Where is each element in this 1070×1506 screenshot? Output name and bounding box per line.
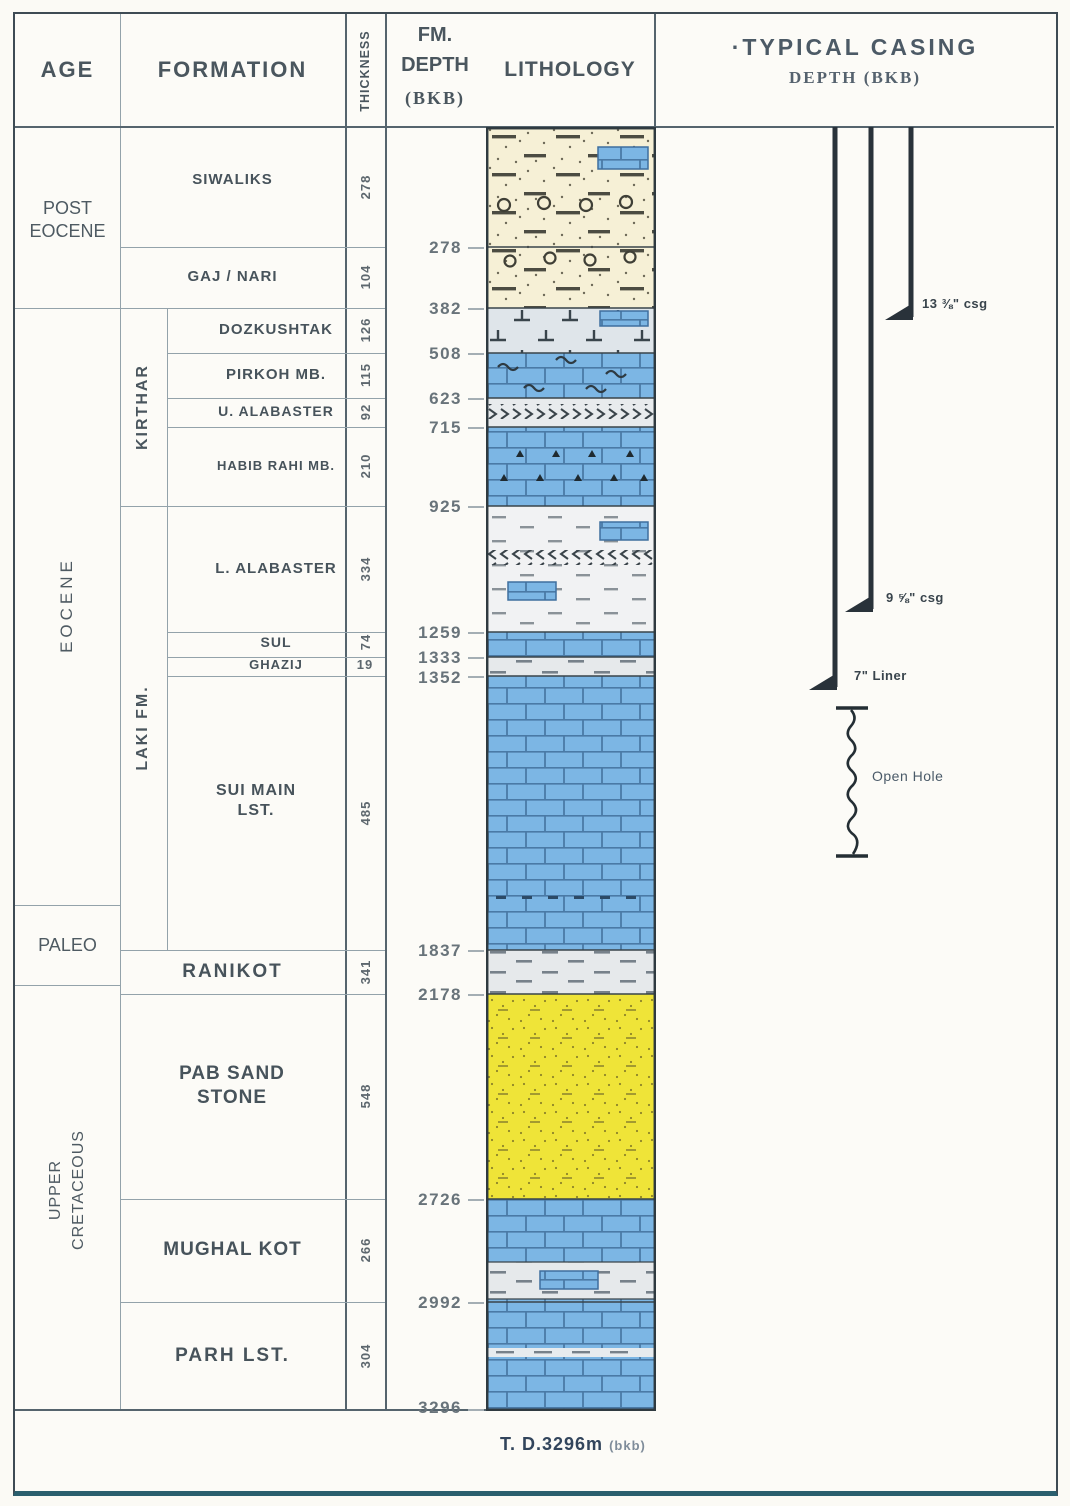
thickness-gaj-nari: 104 <box>357 264 373 290</box>
grid-vline-litho-casing <box>654 14 656 127</box>
thickness-siwaliks: 278 <box>357 174 373 200</box>
depth-2726: 2726 <box>418 1190 462 1209</box>
header-fm-depth-2: DEPTH <box>401 53 469 76</box>
formation-sul: SUL <box>260 634 292 651</box>
depth-278: 278 <box>429 238 462 257</box>
label-open-hole: Open Hole <box>872 768 944 784</box>
formation-ranikot: RANIKOT <box>182 961 283 983</box>
open-hole-symbol <box>836 708 868 856</box>
thickness-sul: 74 <box>357 633 373 651</box>
depth-tick <box>468 398 484 400</box>
depth-925: 925 <box>429 497 462 516</box>
age-line-posteocene-eocene <box>15 308 120 309</box>
label-casing-9-5-8: 9 ⅝" csg <box>886 590 944 605</box>
thickness-sui-main: 485 <box>357 800 373 826</box>
fm-line-13 <box>120 1302 385 1303</box>
depth-715: 715 <box>429 418 462 437</box>
age-line-paleo-cretaceous <box>15 985 120 986</box>
formation-pab-sandstone: PAB SAND STONE <box>179 1063 285 1108</box>
thickness-habib-rahi: 210 <box>357 453 373 479</box>
formation-l-alabaster: L. ALABASTER <box>215 559 337 577</box>
litho-ranikot <box>486 950 656 994</box>
fm-line-11 <box>120 994 385 995</box>
depth-tick <box>468 353 484 355</box>
formation-parh-lst: PARH LST. <box>175 1345 290 1367</box>
formation-habib-rahi: HABIB RAHI MB. <box>217 457 335 473</box>
fm-line-12 <box>120 1199 385 1200</box>
thickness-l-alabaster: 334 <box>357 556 373 582</box>
depth-tick <box>468 994 484 996</box>
formation-sui-main-lst: SUI MAIN LST. <box>216 782 296 819</box>
fm-line-2 <box>120 308 385 309</box>
depth-tick <box>468 247 484 249</box>
fm-line-1 <box>120 247 385 248</box>
depth-508: 508 <box>429 344 462 363</box>
grid-vline-formation-thickness <box>345 14 347 1410</box>
formation-ghazij: GHAZIJ <box>249 656 303 672</box>
header-thickness: THICKNESS <box>358 30 372 112</box>
depth-tick <box>468 1409 484 1411</box>
depth-1259: 1259 <box>418 623 462 642</box>
grid-vline-group-member <box>167 308 168 950</box>
thickness-pirkoh: 115 <box>357 363 373 387</box>
age-post-eocene: POST EOCENE <box>29 197 106 241</box>
header-fm-depth-3: (BKB) <box>404 87 465 108</box>
litho-pab-sandstone <box>486 994 656 1199</box>
depth-382: 382 <box>429 299 462 318</box>
formation-siwaliks: SIWALIKS <box>192 170 273 188</box>
depth-2178: 2178 <box>418 985 462 1004</box>
group-kirthar: KIRTHAR <box>134 364 151 450</box>
depth-tick <box>468 657 484 659</box>
fm-line-10 <box>120 950 385 951</box>
depth-tick <box>468 632 484 634</box>
depth-tick <box>468 1199 484 1201</box>
fm-line-9 <box>167 676 385 677</box>
age-paleo: PALEO <box>38 934 97 955</box>
fm-line-6 <box>120 506 385 507</box>
depth-tick <box>468 308 484 310</box>
thickness-ghazij: 19 <box>356 656 374 672</box>
depth-tick <box>468 427 484 429</box>
depth-tick <box>468 506 484 508</box>
litho-sul <box>486 632 656 657</box>
label-casing-13-3-8: 13 ⅜" csg <box>922 296 988 311</box>
formation-mughal-kot: MUGHAL KOT <box>163 1239 302 1261</box>
litho-pirkoh <box>486 353 656 398</box>
td-value: T. D.3296m <box>500 1434 604 1454</box>
thickness-ranikot: 341 <box>357 959 373 985</box>
depth-tick <box>468 950 484 952</box>
total-depth-note <box>500 1434 646 1455</box>
formation-dozkushtak: DOZKUSHTAK <box>219 320 333 338</box>
header-age: AGE <box>40 57 95 82</box>
formation-gaj-nari: GAJ / NARI <box>187 267 278 285</box>
age-eocene: EOCENE <box>57 557 76 653</box>
formation-u-alabaster: U. ALABASTER <box>218 403 334 420</box>
depth-1352: 1352 <box>418 668 462 687</box>
age-upper-cretaceous: UPPER CRETACEOUS <box>46 1130 87 1250</box>
litho-habib-rahi <box>486 427 656 506</box>
thickness-pab: 548 <box>357 1083 373 1109</box>
formation-pirkoh: PIRKOH MB. <box>226 365 326 383</box>
header-fm-depth-1: FM. <box>417 23 453 46</box>
litho-mughal-kot <box>486 1199 656 1262</box>
depth-3296: 3296 <box>418 1398 462 1417</box>
litho-ghazij <box>486 657 656 676</box>
header-lithology: LITHOLOGY <box>504 58 636 81</box>
casing-diagram <box>660 127 1056 907</box>
depth-1333: 1333 <box>418 648 462 667</box>
depth-tick <box>468 676 484 678</box>
depth-2992: 2992 <box>418 1293 462 1312</box>
depth-tick <box>468 1302 484 1304</box>
header-casing-depth: DEPTH (BKB) <box>788 68 922 87</box>
header-formation: FORMATION <box>157 57 308 82</box>
header-typical-casing: ·TYPICAL CASING <box>731 33 979 60</box>
thickness-u-alabaster: 92 <box>357 403 373 421</box>
depth-623: 623 <box>429 389 462 408</box>
thickness-mughal-kot: 266 <box>357 1237 373 1263</box>
grid-vline-age-formation <box>120 14 121 1410</box>
depth-1837: 1837 <box>418 941 462 960</box>
lithology-column <box>486 127 656 1411</box>
label-liner-7in: 7" Liner <box>854 668 907 683</box>
group-laki-fm: LAKI FM. <box>134 685 151 771</box>
thickness-parh: 304 <box>357 1343 373 1369</box>
thickness-dozkushtak: 126 <box>357 317 373 343</box>
age-line-eocene-paleo <box>15 905 120 906</box>
td-unit: (bkb) <box>609 1438 646 1453</box>
litho-sui-main <box>486 676 656 950</box>
